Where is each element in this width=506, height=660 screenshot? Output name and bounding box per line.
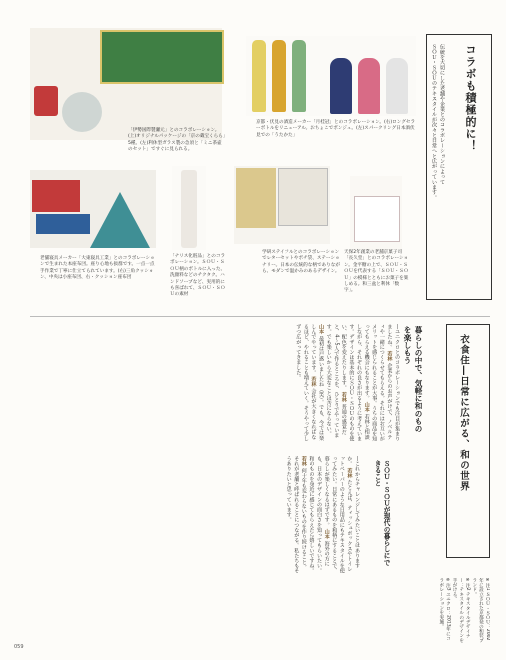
speaker-label: 若林 [310, 376, 317, 387]
paragraph-s2-0: ―これからチャレンジしてみたいことはありますか。 [346, 456, 360, 569]
feature-subheading: 暮らしの中で、気軽に和のものを楽しもう [403, 326, 423, 433]
paragraph-s2-3: 何十年も変わらないものを作り続けること。それが老舗と呼ばれることにつながる。私たちもそうありたいと思っています。 [285, 456, 307, 574]
divider [30, 316, 490, 317]
paragraph-4: 最初は戸惑いましたね（笑）。でも、今では楽しんでやっています。 [310, 324, 325, 441]
photo-sake-bottles [246, 36, 416, 116]
caption-sake: 京都・伏見の酒造メーカー「月桂冠」とのコラボレーション。(右)ロングセラーボトルをリニューアル。おちょこでボンジュ。(左)スパークリング日本酒伏見での「うたかた」 [256, 120, 416, 138]
photo-cosmetics [172, 166, 206, 250]
speaker-label: 若林 [386, 351, 393, 362]
speaker-label: 山本 [318, 324, 325, 335]
speaker-label: 若林 [300, 456, 307, 467]
caption-stationery: 学研ステイフルとのコラボレーションでレターセットやポチ袋、ステーショナリー。日本の伝統的な柄でありながら、モダンで温かみのあるデザイン。 [262, 250, 340, 275]
collab-title: コラボも積極的に！ [464, 44, 477, 152]
speaker-label: 若林 [340, 391, 347, 403]
caption-tea-set: 「伊勢国際製瀬元」とのコラボレーション。(上)オリジナルパッケージの「京の蔵宝くらら」5種。(左)利休型ガラス製の急須と「ミニ茶壷のセット」ですぐに見られる。 [128, 128, 226, 153]
footnotes: ※注1 ＳＯＵ・ＳＯＵ：2002年に設立された京都発の和装ブランド。 ※注2 テキスタイルデザイナー：テキスタイルのデザインを手がける。 ※注3 ユニクロ：2013年にコラボレーションを実施。 [438, 578, 490, 643]
caption-cushions: 老舗寝具メーカー「大東寝具工業」とのコラボレーションで生まれた本座布団。座り心地も抜群です。一点一点手作業で丁寧に仕立てられています。(右)三角クッション、中央は小座布団、右・クッション座布団 [40, 256, 155, 281]
interview-body-1 [30, 324, 400, 442]
section2-title: ＳＯＵ・ＳＯＵが現代の暮らしにできること [373, 460, 390, 566]
speaker-label: 山本 [323, 529, 330, 540]
photo-cushions [30, 170, 156, 248]
interview-body-2 [60, 456, 360, 574]
paragraph-2: 若林と相談しながら、それぞれの良さが出るように考えています。デザインは基本的にＳＯＵ・ＳＯＵのものを使い、配色を変えたりします。 [340, 324, 370, 442]
photo-stationery [234, 166, 330, 244]
paragraph-3: 普通の感覚だと、4〜5人で作るところを、ひとりでやっています。でも楽しいから大変なことは苦にならない。 [325, 324, 347, 438]
feature-heading: 衣食住―日常に広がる、和の世界 [458, 334, 469, 492]
caption-sweets: 天保2年創業の老舗京菓子司「長久堂」とのコラボレーション。金平糖の上で、ＳＯＵ・ＳＯＵを代表する「ＳＯＵ・ＳＯＵ」の模様とともにお菓子を楽しめる。和三盆と利休「数字」。 [344, 250, 409, 294]
paragraph-5: 会社が大きくなればなるほど、やれることも増えていく。そうやって少しずつ広がってきました。 [295, 324, 317, 442]
photo-sweets [350, 176, 402, 250]
speaker-label: 若林 [346, 467, 353, 479]
paragraph-s2-2: 海外の方にも、日本のデザインの面白さを知ってもらいたい。和のものを身近に感じてもらえたら嬉しいですね。 [308, 456, 330, 574]
paragraph-s2-1: たとえば、ティッシュボックスやトイレットペーパーのような日用品にもテキスタイルを使ってみたい。日常にあるものを和柄にすることで、暮らしが楽しくなるはずです。 [323, 456, 353, 574]
caption-cosmetics: 「ナリス化粧品」とのコラボレーション。ＳＯＵ・ＳＯＵ柄のボトルに入った、洗顔料などのチクタク。ハンドソープなど、実用的にも喜ばれて、ＳＯＵ・ＳＯＵの素材 [170, 254, 226, 298]
collab-lead: 伝統を大切にした老舗や企業とのコラボレーションによって ＳＯＵ・ＳＯＵのテキスタイルが次々と日常へと広がっています。 [431, 44, 445, 200]
paragraph-1: 企業からのお声がけで、ノベルティや一緒につくらせてもらえる。それにはお互いがメリットを感じられることが大事。うちの商品を知ってもらえる機会にもなります。 [363, 324, 393, 442]
paragraph-0: ―ユニクロとのコラボレーションでも注目が集まりましたね。 [386, 324, 400, 442]
photo-tea-set [30, 28, 222, 140]
speaker-label: 山本 [363, 402, 370, 413]
page-number: 059 [14, 644, 24, 650]
